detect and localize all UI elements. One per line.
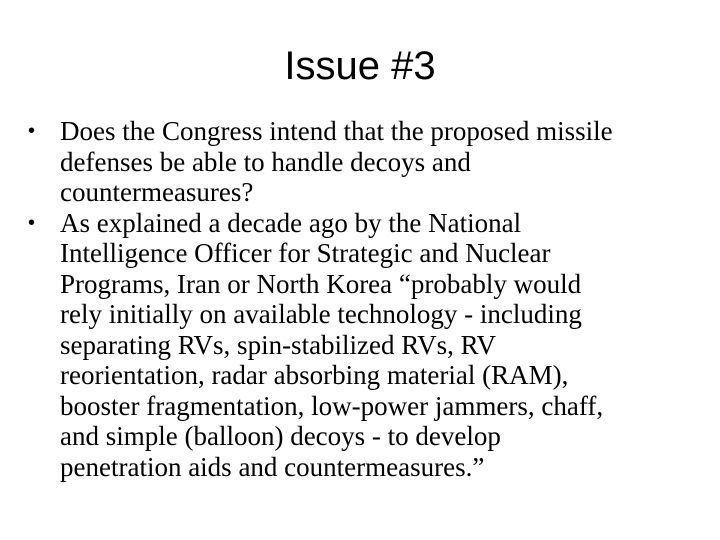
bullet-text-line: Intelligence Officer for Strategic and Nuclear xyxy=(60,238,551,268)
bullet-text-line: Programs, Iran or North Korea “probably would xyxy=(60,268,582,299)
bullet-text-line: separating RVs, spin-stabilized RVs, RV xyxy=(60,329,496,360)
bullet-text-line: and simple (balloon) decoys - to develop xyxy=(60,421,501,451)
bullet-list xyxy=(28,116,678,482)
bullet-text-line: As explained a decade ago by the National xyxy=(60,207,522,238)
bullet-item-congress-question xyxy=(28,116,678,208)
bullet-icon: • xyxy=(28,211,36,234)
bullet-text-line: booster fragmentation, low-power jammers, chaff, xyxy=(60,390,604,421)
bullet-text-line: penetration aids and countermeasures.” xyxy=(60,451,485,482)
bullet-text-line: countermeasures? xyxy=(60,177,254,207)
bullet-text-line: reorientation, radar absorbing material (RAM), xyxy=(60,360,569,390)
bullet-text-line: defenses be able to handle decoys and xyxy=(60,146,471,177)
bullet-text-line: Does the Congress intend that the proposed missile xyxy=(60,116,613,146)
bullet-item-nio-quote xyxy=(28,208,678,483)
bullet-icon: • xyxy=(28,120,36,142)
slide-title: Issue #3 xyxy=(284,44,436,88)
bullet-text-line: rely initially on available technology - including xyxy=(60,299,582,329)
